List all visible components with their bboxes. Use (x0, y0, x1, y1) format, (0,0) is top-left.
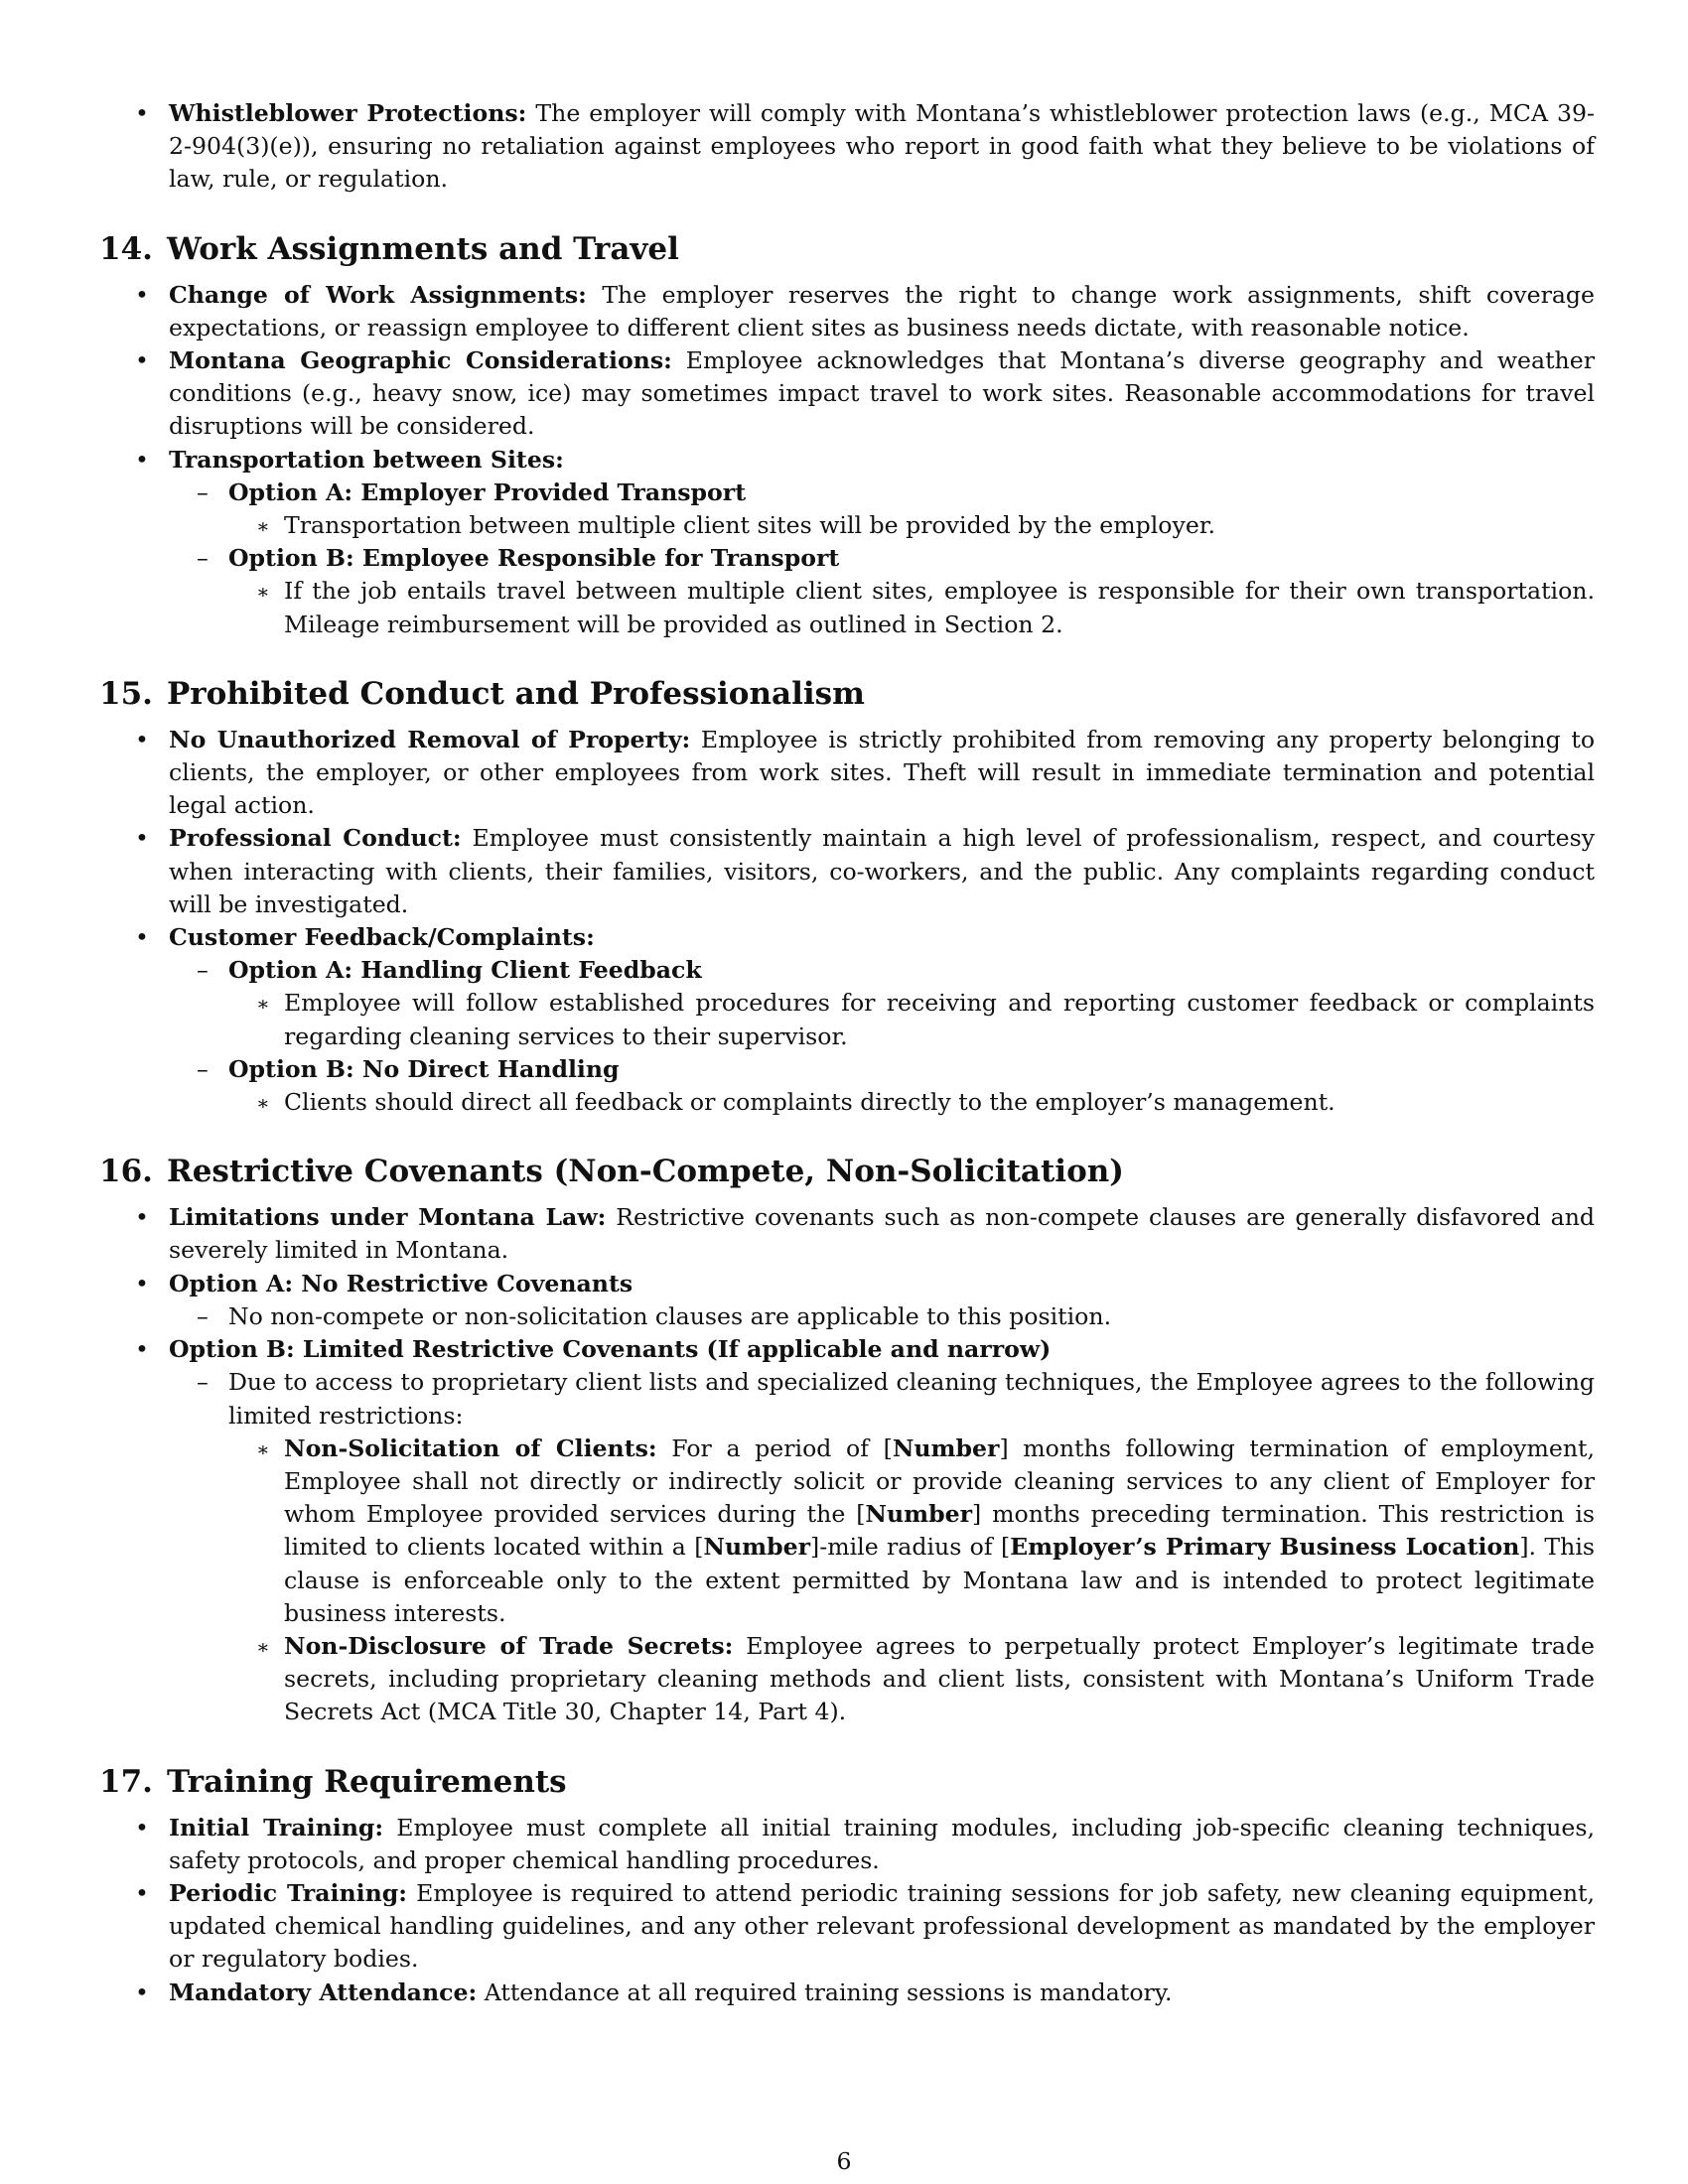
list-item (99, 1201, 1595, 1267)
item-text: Employee agrees to perpetually protect Employer’s legitimate trade secrets, including proprietary cleaning methods and client lists, consistent with Montana’s Uniform Trade Secrets Act (MCA Title 30, Chapter 14, Part 4). (284, 1631, 1596, 1726)
option-label: Option B: Limited Restrictive Covenants (If applicable and narrow) (169, 1335, 1052, 1364)
list-item (99, 279, 1595, 344)
page-number: 6 (836, 2147, 852, 2175)
option-label: Option A: Employer Provided Transport (228, 478, 747, 506)
section-16 (99, 1152, 1595, 1728)
sub-list (169, 477, 1595, 641)
sub-list-item (169, 1300, 1595, 1333)
item-label: Whistleblower Protections: (169, 99, 527, 127)
item-text: The employer reserves the right to change work assignments, shift coverage expectations, or reassign employee to different client sites as business needs dictate, with reasonable notice. (169, 280, 1596, 341)
section-title: Training Requirements (166, 1763, 567, 1800)
bullet-icon: • (135, 1878, 149, 1907)
item-label: Customer Feedback/Complaints: (169, 923, 595, 952)
list-item (99, 724, 1595, 823)
item-text: No non-compete or non-solicitation clauses are applicable to this position. (228, 1301, 1112, 1330)
item-text: Attendance at all required training sessions is mandatory. (484, 1978, 1173, 2006)
sub-sub-list-item (228, 1433, 1595, 1630)
sub-sub-list (228, 1086, 1595, 1119)
text-run: ] months following termination of employment, Employee shall not directly or indirectly solicit or provide cleaning services to any client of Employer for whom Employee provided services during the [ (284, 1433, 1596, 1529)
item-text: The employer will comply with Montana’s whistleblower protection laws (e.g., MCA 39-2-904(3)(e)), ensuring no retaliation against employees who report in good faith what they believe to be violations of law, rule, or regulation. (169, 99, 1596, 194)
item-text: Restrictive covenants such as non-compete clauses are generally disfavored and severely limited in Montana. (169, 1203, 1596, 1265)
item-label: Transportation between Sites: (169, 445, 564, 474)
dash-icon: – (197, 1054, 209, 1083)
section-list (99, 724, 1595, 1119)
section-title: Work Assignments and Travel (166, 230, 679, 267)
list-item (99, 1977, 1595, 2009)
option-label: Option B: Employee Responsible for Transport (228, 544, 840, 573)
sub-sub-list-item (228, 509, 1595, 542)
list-item (99, 344, 1595, 444)
option-label: Option A: Handling Client Feedback (228, 956, 702, 985)
sub-list-item (169, 954, 1595, 1053)
sub-sub-list-item (228, 1630, 1595, 1729)
section-heading (99, 229, 1595, 269)
sub-list-item (169, 1053, 1595, 1119)
placeholder-field: Number (865, 1500, 973, 1529)
bullet-icon: • (135, 1269, 149, 1297)
section-number: 16. (99, 1154, 153, 1190)
item-text: Transportation between multiple client sites will be provided by the employer. (284, 511, 1215, 540)
section-list (99, 1201, 1595, 1728)
bullet-icon: • (135, 445, 149, 474)
bullet-icon: • (135, 1203, 149, 1232)
sub-list (169, 954, 1595, 1119)
asterisk-icon: ∗ (256, 514, 270, 539)
bullet-icon: • (135, 1335, 149, 1364)
sub-list-item (169, 1366, 1595, 1728)
intro-list (99, 97, 1595, 197)
section-heading (99, 674, 1595, 714)
asterisk-icon: ∗ (256, 1634, 270, 1659)
sub-sub-list (228, 575, 1595, 640)
asterisk-icon: ∗ (256, 1091, 270, 1116)
bullet-icon: • (135, 1813, 149, 1842)
list-item (99, 1812, 1595, 1877)
section-heading (99, 1762, 1595, 1802)
item-text: Employee acknowledges that Montana’s diverse geography and weather conditions (e.g., heavy snow, ice) may sometimes impact travel to work sites. Reasonable accommodations for travel disruptions will be considered. (169, 346, 1595, 441)
list-item (99, 921, 1595, 1119)
item-text: Employee is strictly prohibited from removing any property belonging to clients, the employer, or other employees from work sites. Theft will result in immediate termination and potential legal action. (169, 725, 1596, 820)
item-text: Employee is required to attend periodic training sessions for job safety, new cleaning equipment, updated chemical handling guidelines, and any other relevant professional development as mandated by the employer or regulatory bodies. (169, 1878, 1595, 1974)
asterisk-icon: ∗ (256, 580, 270, 605)
sub-sub-list (228, 509, 1595, 542)
sub-sub-list (228, 987, 1595, 1052)
list-item (99, 1877, 1595, 1977)
item-label: Periodic Training: (169, 1878, 407, 1907)
bullet-icon: • (135, 346, 149, 375)
item-label: Initial Training: (169, 1813, 384, 1842)
item-label: Montana Geographic Considerations: (169, 346, 672, 375)
list-item (99, 1333, 1595, 1728)
item-text: Employee will follow established procedures for receiving and reporting customer feedback or complaints regarding cleaning services to their supervisor. (284, 989, 1595, 1050)
sub-list (169, 1300, 1595, 1333)
asterisk-icon: ∗ (256, 992, 270, 1017)
text-run: ]-mile radius of [ (810, 1533, 1011, 1562)
dash-icon: – (197, 1368, 209, 1397)
text-run: ]. This clause is enforceable only to the extent permitted by Montana law and is intended to protect legitimate business interests. (284, 1533, 1595, 1627)
item-text (284, 1434, 1595, 1627)
item-text: If the job entails travel between multiple client sites, employee is responsible for their own transportation. Mileage reimbursement will be provided as outlined in Section 2. (284, 577, 1595, 638)
list-item (99, 822, 1595, 921)
section-15 (99, 674, 1595, 1119)
section-17 (99, 1762, 1595, 2009)
section-number: 15. (99, 675, 153, 712)
placeholder-field: Employer’s Primary Business Location (1010, 1533, 1520, 1562)
item-label: Non-Solicitation of Clients: (284, 1433, 657, 1462)
dash-icon: – (197, 478, 209, 506)
section-list (99, 1812, 1595, 2009)
sub-sub-list-item (228, 1086, 1595, 1119)
item-label: No Unauthorized Removal of Property: (169, 725, 691, 753)
list-item (99, 1268, 1595, 1333)
section-title: Restrictive Covenants (Non-Compete, Non-Solicitation) (166, 1154, 1124, 1190)
dash-icon: – (197, 956, 209, 985)
asterisk-icon: ∗ (256, 1436, 270, 1461)
bullet-icon: • (135, 280, 149, 309)
item-text: Employee must consistently maintain a high level of professionalism, respect, and courtesy when interacting with clients, their families, visitors, co-workers, and the public. Any complaints regarding conduct will be investigated. (169, 824, 1596, 918)
section-14 (99, 229, 1595, 641)
bullet-icon: • (135, 824, 149, 853)
item-label: Limitations under Montana Law: (169, 1203, 607, 1232)
option-label: Option A: No Restrictive Covenants (169, 1269, 633, 1297)
item-text: Clients should direct all feedback or complaints directly to the employer’s management. (284, 1088, 1336, 1117)
text-run: ] months preceding termination. This restriction is limited to clients located within a [ (284, 1500, 1595, 1562)
sub-sub-list (228, 1433, 1595, 1729)
page-content (99, 97, 1595, 2009)
section-number: 17. (99, 1763, 153, 1800)
bullet-icon: • (135, 1978, 149, 2006)
placeholder-field: Number (892, 1433, 1000, 1462)
item-text: Due to access to proprietary client lists and specialized cleaning techniques, the Employee agrees to the following limited restrictions: (228, 1368, 1595, 1430)
sub-list (169, 1366, 1595, 1728)
section-heading (99, 1152, 1595, 1191)
sub-list-item (169, 477, 1595, 542)
sub-sub-list-item (228, 987, 1595, 1052)
item-label: Professional Conduct: (169, 824, 462, 853)
dash-icon: – (197, 544, 209, 573)
bullet-icon: • (135, 923, 149, 952)
section-list (99, 279, 1595, 641)
list-item (99, 444, 1595, 641)
dash-icon: – (197, 1301, 209, 1330)
list-item-whistleblower (99, 97, 1595, 197)
section-title: Prohibited Conduct and Professionalism (166, 675, 865, 712)
text-run: For a period of [ (671, 1433, 893, 1462)
item-label: Non-Disclosure of Trade Secrets: (284, 1631, 734, 1660)
item-label: Change of Work Assignments: (169, 280, 587, 309)
bullet-icon: • (135, 99, 149, 127)
section-number: 14. (99, 230, 153, 267)
bullet-icon: • (135, 725, 149, 753)
option-label: Option B: No Direct Handling (228, 1054, 620, 1083)
placeholder-field: Number (703, 1533, 811, 1562)
sub-list-item (169, 542, 1595, 641)
sub-sub-list-item (228, 575, 1595, 640)
item-text: Employee must complete all initial training modules, including job-specific cleaning techniques, safety protocols, and proper chemical handling procedures. (169, 1813, 1595, 1874)
item-label: Mandatory Attendance: (169, 1978, 478, 2006)
